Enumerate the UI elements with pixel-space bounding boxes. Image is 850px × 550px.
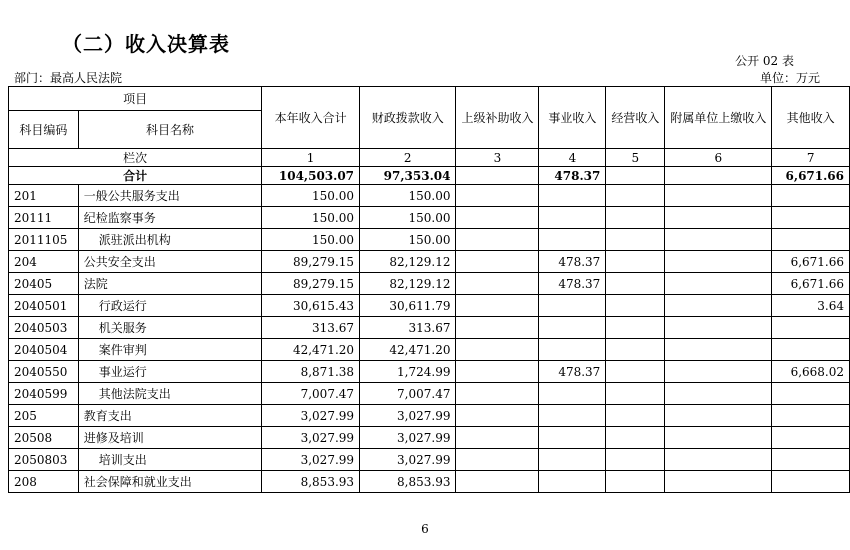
operating-cell	[606, 295, 665, 317]
subject-name: 机关服务	[78, 317, 261, 339]
fiscal-cell: 82,129.12	[360, 273, 456, 295]
business-header: 事业收入	[539, 87, 606, 149]
superior-cell	[456, 273, 539, 295]
subject-code: 20111	[9, 207, 79, 229]
business-cell	[539, 449, 606, 471]
other-cell: 6,668.02	[772, 361, 850, 383]
subject-name: 培训支出	[78, 449, 261, 471]
subject-name: 社会保障和就业支出	[78, 471, 261, 493]
unit-label: 单位：万元	[759, 71, 820, 85]
fiscal-cell: 313.67	[360, 317, 456, 339]
subject-code: 201	[9, 185, 79, 207]
subject-code: 20508	[9, 427, 79, 449]
total-header: 本年收入合计	[262, 87, 360, 149]
subject-name: 派驻派出机构	[78, 229, 261, 251]
department-label: 部门：最高人民法院	[14, 71, 123, 85]
affiliated-cell	[665, 449, 772, 471]
table-row	[9, 251, 850, 273]
business-cell	[539, 339, 606, 361]
column-index: 6	[665, 149, 772, 167]
fiscal-cell: 82,129.12	[360, 251, 456, 273]
total-cell: 97,353.04	[360, 167, 456, 185]
table-row	[9, 471, 850, 493]
other-cell: 3.64	[772, 295, 850, 317]
subject-code: 2050803	[9, 449, 79, 471]
table-row	[9, 449, 850, 471]
superior-cell	[456, 471, 539, 493]
total-cell: 6,671.66	[772, 167, 850, 185]
business-cell	[539, 295, 606, 317]
affiliated-cell	[665, 273, 772, 295]
fiscal-cell: 3,027.99	[360, 427, 456, 449]
affiliated-cell	[665, 383, 772, 405]
other-cell	[772, 471, 850, 493]
subject-name: 纪检监察事务	[78, 207, 261, 229]
business-cell: 478.37	[539, 273, 606, 295]
superior-cell	[456, 449, 539, 471]
fiscal-header: 财政拨款收入	[360, 87, 456, 149]
superior-cell	[456, 207, 539, 229]
table-row	[9, 207, 850, 229]
total-cell: 3,027.99	[262, 427, 360, 449]
fiscal-cell: 150.00	[360, 185, 456, 207]
affiliated-cell	[665, 207, 772, 229]
total-cell: 104,503.07	[262, 167, 360, 185]
column-index-label: 栏次	[9, 149, 262, 167]
affiliated-header: 附属单位上缴收入	[665, 87, 772, 149]
other-header: 其他收入	[772, 87, 850, 149]
other-cell	[772, 229, 850, 251]
superior-cell	[456, 229, 539, 251]
subject-code: 2040503	[9, 317, 79, 339]
operating-header: 经营收入	[606, 87, 665, 149]
subject-code: 2040504	[9, 339, 79, 361]
name-header: 科目名称	[78, 111, 261, 149]
code-header: 科目编码	[9, 111, 79, 149]
operating-cell	[606, 273, 665, 295]
column-index: 2	[360, 149, 456, 167]
subject-name: 事业运行	[78, 361, 261, 383]
subject-code: 208	[9, 471, 79, 493]
subject-code: 2040501	[9, 295, 79, 317]
other-cell: 6,671.66	[772, 273, 850, 295]
header-row	[9, 87, 850, 111]
column-index: 1	[262, 149, 360, 167]
operating-cell	[606, 405, 665, 427]
fiscal-cell: 1,724.99	[360, 361, 456, 383]
business-cell: 478.37	[539, 361, 606, 383]
superior-cell	[456, 251, 539, 273]
other-cell	[772, 185, 850, 207]
operating-cell	[606, 471, 665, 493]
total-cell: 89,279.15	[262, 273, 360, 295]
table-row	[9, 427, 850, 449]
total-cell: 30,615.43	[262, 295, 360, 317]
fiscal-cell: 150.00	[360, 207, 456, 229]
subject-code: 2040599	[9, 383, 79, 405]
operating-cell	[606, 251, 665, 273]
operating-cell	[606, 383, 665, 405]
subject-name: 其他法院支出	[78, 383, 261, 405]
business-cell	[539, 185, 606, 207]
affiliated-cell	[665, 295, 772, 317]
fiscal-cell: 3,027.99	[360, 405, 456, 427]
subject-name: 公共安全支出	[78, 251, 261, 273]
affiliated-cell	[665, 471, 772, 493]
operating-cell	[606, 229, 665, 251]
total-cell: 8,853.93	[262, 471, 360, 493]
superior-cell	[456, 427, 539, 449]
page-title: （二）收入决算表	[62, 32, 230, 56]
affiliated-cell	[665, 361, 772, 383]
superior-cell	[456, 383, 539, 405]
table-row	[9, 383, 850, 405]
page-number: 6	[421, 522, 429, 536]
operating-cell	[606, 427, 665, 449]
form-number: 公开 02 表	[735, 54, 794, 68]
operating-cell	[606, 339, 665, 361]
column-index: 5	[606, 149, 665, 167]
superior-cell	[456, 185, 539, 207]
superior-cell	[456, 361, 539, 383]
operating-cell	[606, 317, 665, 339]
table-row	[9, 185, 850, 207]
total-cell: 313.67	[262, 317, 360, 339]
total-cell: 478.37	[539, 167, 606, 185]
table-row	[9, 273, 850, 295]
total-cell	[665, 167, 772, 185]
business-cell	[539, 405, 606, 427]
fiscal-cell: 150.00	[360, 229, 456, 251]
fiscal-cell: 42,471.20	[360, 339, 456, 361]
business-cell: 478.37	[539, 251, 606, 273]
other-cell	[772, 383, 850, 405]
superior-cell	[456, 317, 539, 339]
total-cell: 150.00	[262, 185, 360, 207]
business-cell	[539, 207, 606, 229]
operating-cell	[606, 207, 665, 229]
subject-name: 进修及培训	[78, 427, 261, 449]
operating-cell	[606, 449, 665, 471]
total-cell: 150.00	[262, 229, 360, 251]
fiscal-cell: 30,611.79	[360, 295, 456, 317]
affiliated-cell	[665, 405, 772, 427]
superior-cell	[456, 405, 539, 427]
business-cell	[539, 317, 606, 339]
total-label: 合计	[9, 167, 262, 185]
business-cell	[539, 427, 606, 449]
superior-header: 上级补助收入	[456, 87, 539, 149]
subject-code: 204	[9, 251, 79, 273]
superior-cell	[456, 339, 539, 361]
table-row	[9, 229, 850, 251]
business-cell	[539, 229, 606, 251]
table-row	[9, 339, 850, 361]
affiliated-cell	[665, 185, 772, 207]
column-index: 7	[772, 149, 850, 167]
total-cell	[456, 167, 539, 185]
table-row	[9, 405, 850, 427]
operating-cell	[606, 361, 665, 383]
total-cell: 150.00	[262, 207, 360, 229]
affiliated-cell	[665, 427, 772, 449]
subject-name: 一般公共服务支出	[78, 185, 261, 207]
total-cell: 89,279.15	[262, 251, 360, 273]
other-cell	[772, 449, 850, 471]
total-row	[9, 167, 850, 185]
subject-code: 2040550	[9, 361, 79, 383]
subject-code: 2011105	[9, 229, 79, 251]
superior-cell	[456, 295, 539, 317]
table-row	[9, 317, 850, 339]
affiliated-cell	[665, 229, 772, 251]
fiscal-cell: 8,853.93	[360, 471, 456, 493]
other-cell	[772, 317, 850, 339]
operating-cell	[606, 185, 665, 207]
affiliated-cell	[665, 317, 772, 339]
column-index-row	[9, 149, 850, 167]
column-index: 3	[456, 149, 539, 167]
total-cell: 7,007.47	[262, 383, 360, 405]
subject-name: 案件审判	[78, 339, 261, 361]
total-cell	[606, 167, 665, 185]
other-cell: 6,671.66	[772, 251, 850, 273]
other-cell	[772, 207, 850, 229]
table-row	[9, 295, 850, 317]
table-row	[9, 361, 850, 383]
subject-code: 205	[9, 405, 79, 427]
total-cell: 8,871.38	[262, 361, 360, 383]
total-cell: 3,027.99	[262, 405, 360, 427]
column-index: 4	[539, 149, 606, 167]
subject-name: 法院	[78, 273, 261, 295]
other-cell	[772, 405, 850, 427]
total-cell: 42,471.20	[262, 339, 360, 361]
subject-name: 行政运行	[78, 295, 261, 317]
affiliated-cell	[665, 251, 772, 273]
business-cell	[539, 471, 606, 493]
subject-name: 教育支出	[78, 405, 261, 427]
other-cell	[772, 339, 850, 361]
item-header: 项目	[9, 87, 262, 111]
total-cell: 3,027.99	[262, 449, 360, 471]
subject-code: 20405	[9, 273, 79, 295]
fiscal-cell: 3,027.99	[360, 449, 456, 471]
other-cell	[772, 427, 850, 449]
business-cell	[539, 383, 606, 405]
income-table	[8, 86, 850, 493]
affiliated-cell	[665, 339, 772, 361]
fiscal-cell: 7,007.47	[360, 383, 456, 405]
